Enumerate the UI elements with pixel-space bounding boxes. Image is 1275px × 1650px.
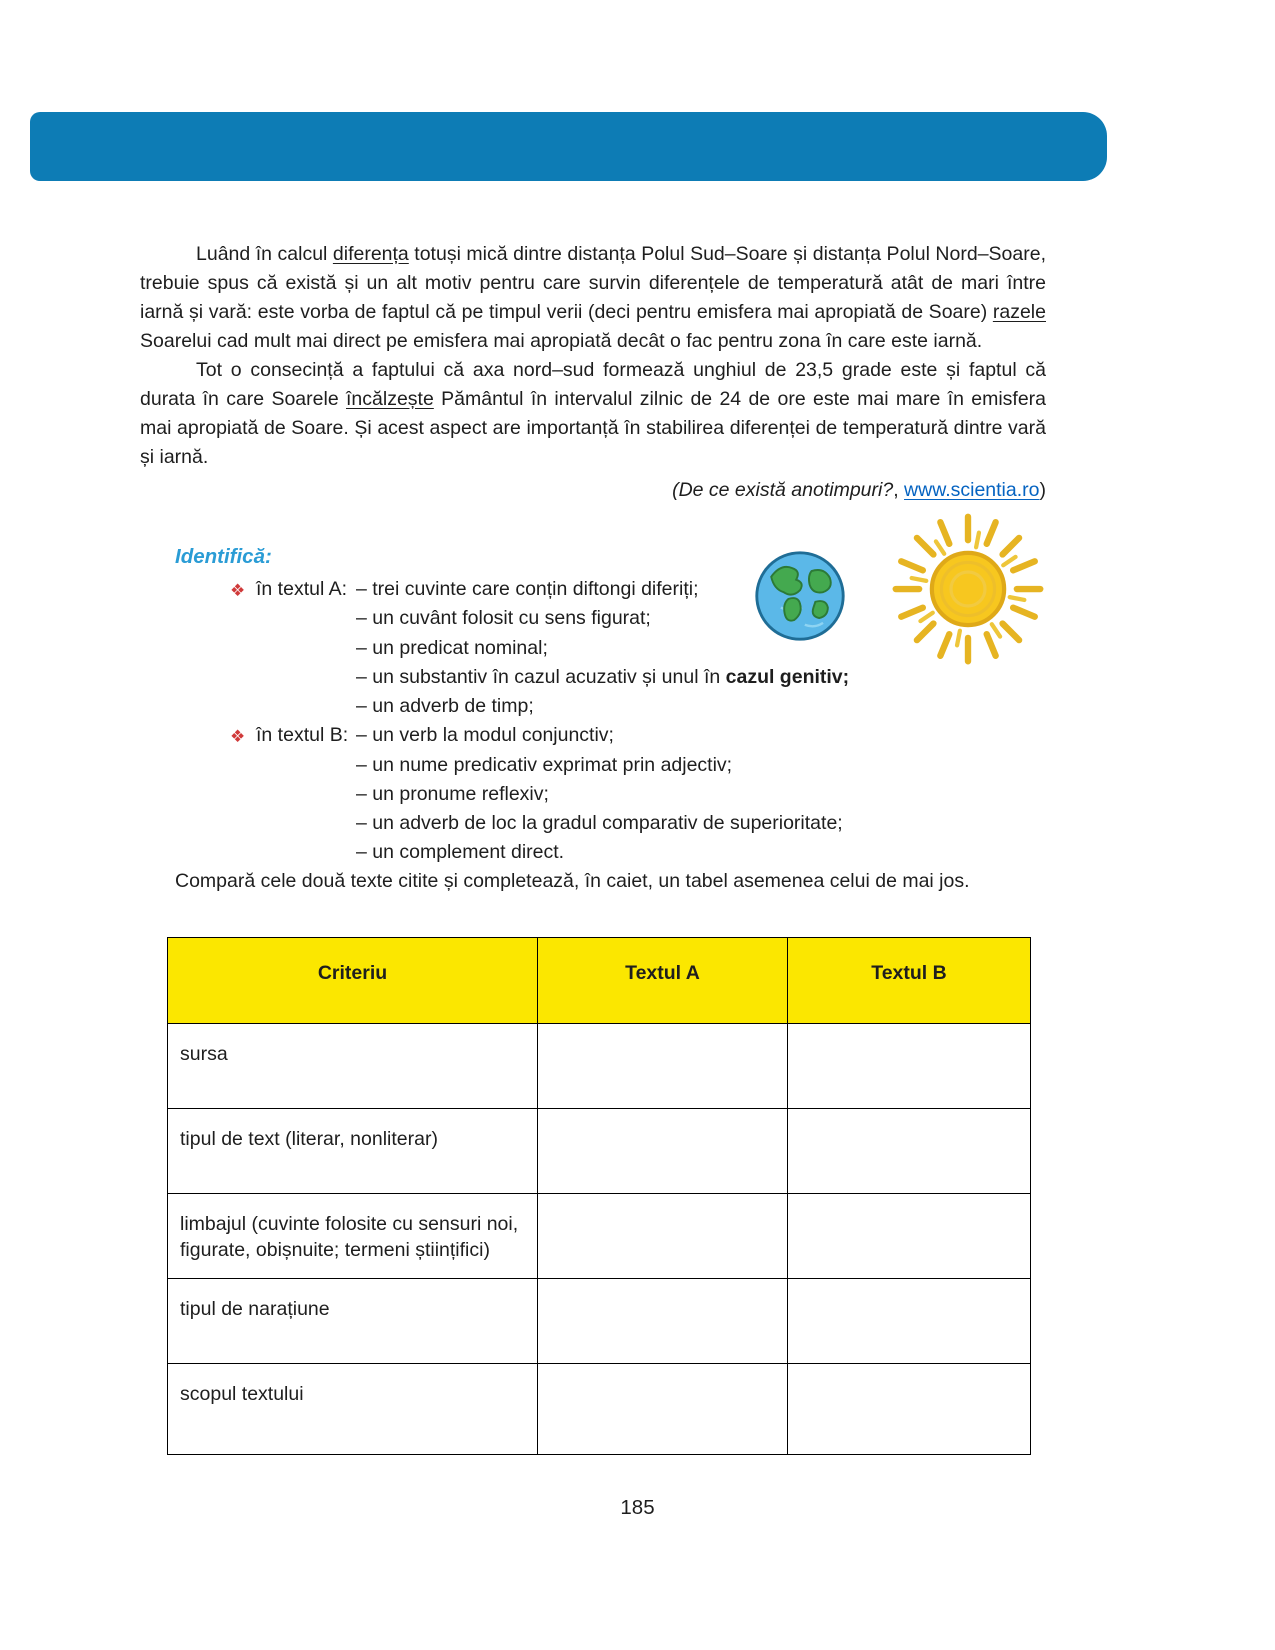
table-row — [168, 1194, 1031, 1279]
textul-b-cell — [788, 1364, 1031, 1455]
textul-b-cell — [788, 1279, 1031, 1364]
main-text — [140, 240, 1046, 505]
sun-illustration — [883, 504, 1053, 674]
list-item-text: – un substantiv în cazul acuzativ și unul în — [356, 665, 726, 688]
list-item: – un verb la modul conjunctiv; — [356, 724, 614, 747]
underlined-word-diferenta: diferența — [332, 243, 409, 265]
textul-b-cell — [788, 1194, 1031, 1279]
page-number: 185 — [620, 1496, 655, 1519]
citation-paren-close: ) — [1039, 479, 1046, 502]
list-item: – un pronume reflexiv; — [356, 782, 549, 805]
citation-paren-open: ( — [672, 479, 679, 502]
text-b-items — [356, 721, 849, 867]
list-item: – un predicat nominal; — [356, 636, 548, 659]
citation-separator: , — [893, 479, 905, 502]
list-item: – un adverb de timp; — [356, 695, 534, 717]
criterion-cell: scopul textului — [168, 1364, 538, 1455]
comparison-table — [167, 937, 1031, 1455]
list-item-bold-text: cazul genitiv; — [725, 665, 850, 688]
textul-a-cell — [538, 1364, 788, 1455]
criterion-cell: sursa — [168, 1024, 538, 1109]
table-row — [168, 1024, 1031, 1109]
header-bar — [30, 112, 1107, 181]
list-item: – un adverb de loc la gradul comparativ de superioritate; — [356, 812, 843, 834]
textul-a-cell — [538, 1024, 788, 1109]
textul-a-cell — [538, 1109, 788, 1194]
textul-b-cell — [788, 1109, 1031, 1194]
underlined-word-incalzeste: încălzește — [346, 388, 434, 411]
paragraph-1 — [140, 240, 1046, 356]
diamond-bullet-icon: ❖ — [230, 727, 246, 747]
underlined-word-razele: razele — [992, 301, 1046, 324]
list-item: – un nume predicativ exprimat prin adjectiv; — [356, 753, 733, 776]
paragraph-2-text: Pământul în intervalul zilnic de 24 de ore este mai mare în emisfera mai apropiată de Soare. Și acest aspect are importanță în stabilirea diferenței de temperatură dintre vară și iarnă. — [140, 388, 1047, 469]
list-item: – trei cuvinte care conțin diftongi diferiți; — [356, 578, 699, 600]
table-row — [168, 1279, 1031, 1364]
criterion-cell: tipul de text (literar, nonliterar) — [168, 1109, 538, 1194]
criterion-cell: tipul de narațiune — [168, 1279, 538, 1364]
criterion-cell: limbajul (cuvinte folosite cu sensuri noi, figurate, obișnuite; termeni științifici) — [168, 1194, 538, 1279]
col-header-criteriu: Criteriu — [168, 938, 538, 1024]
compara-heading: Compară — [175, 870, 256, 892]
table-row — [168, 1109, 1031, 1194]
scientia-link[interactable]: www.scientia.ro — [904, 479, 1040, 502]
textul-a-cell — [538, 1279, 788, 1364]
list-item: – un cuvânt folosit cu sens figurat; — [356, 607, 651, 630]
compara-text: cele două texte citite și completează, în caiet, un tabel asemenea celui de mai jos. — [255, 870, 970, 892]
text-b-label: în textul B: — [256, 724, 349, 747]
identifica-section — [175, 545, 849, 868]
table-row — [168, 1364, 1031, 1455]
diamond-bullet-icon: ❖ — [230, 581, 246, 600]
textul-b-cell — [788, 1024, 1031, 1109]
citation-title: De ce există anotimpuri? — [678, 479, 894, 502]
col-header-textul-b: Textul B — [788, 938, 1031, 1024]
compara-instruction — [175, 870, 1050, 893]
table-header-row — [168, 938, 1031, 1024]
list-item — [356, 663, 849, 692]
paragraph-1-text: totuși mică dintre distanța Polul Sud–Soare și distanța Polul Nord–Soare, trebuie spus că există și un alt motiv pentru care survin diferențele de temperatură atât de mari între iarnă și vară: este vorba de faptul că pe timpul verii (deci pentru emisfera mai apropiată de Soare) — [140, 243, 1046, 324]
text-a-label: în textul A: — [256, 578, 348, 600]
list-item: – un complement direct. — [356, 841, 565, 864]
citation — [140, 476, 1046, 505]
paragraph-1-text: Soarelui cad mult mai direct pe emisfera mai apropiată decât o fac pentru zona în care este iarnă. — [140, 330, 983, 353]
earth-illustration — [752, 548, 848, 644]
textul-a-cell — [538, 1194, 788, 1279]
paragraph-2 — [140, 356, 1046, 472]
identifica-heading: Identifică: — [175, 545, 272, 568]
paragraph-2-text: Tot o consecință a faptului că axa nord–sud formează unghiul de 23,5 grade este și faptul că durata în care Soarele — [140, 359, 1046, 411]
col-header-textul-a: Textul A — [538, 938, 788, 1024]
paragraph-1-text: Luând în calcul — [196, 243, 333, 265]
